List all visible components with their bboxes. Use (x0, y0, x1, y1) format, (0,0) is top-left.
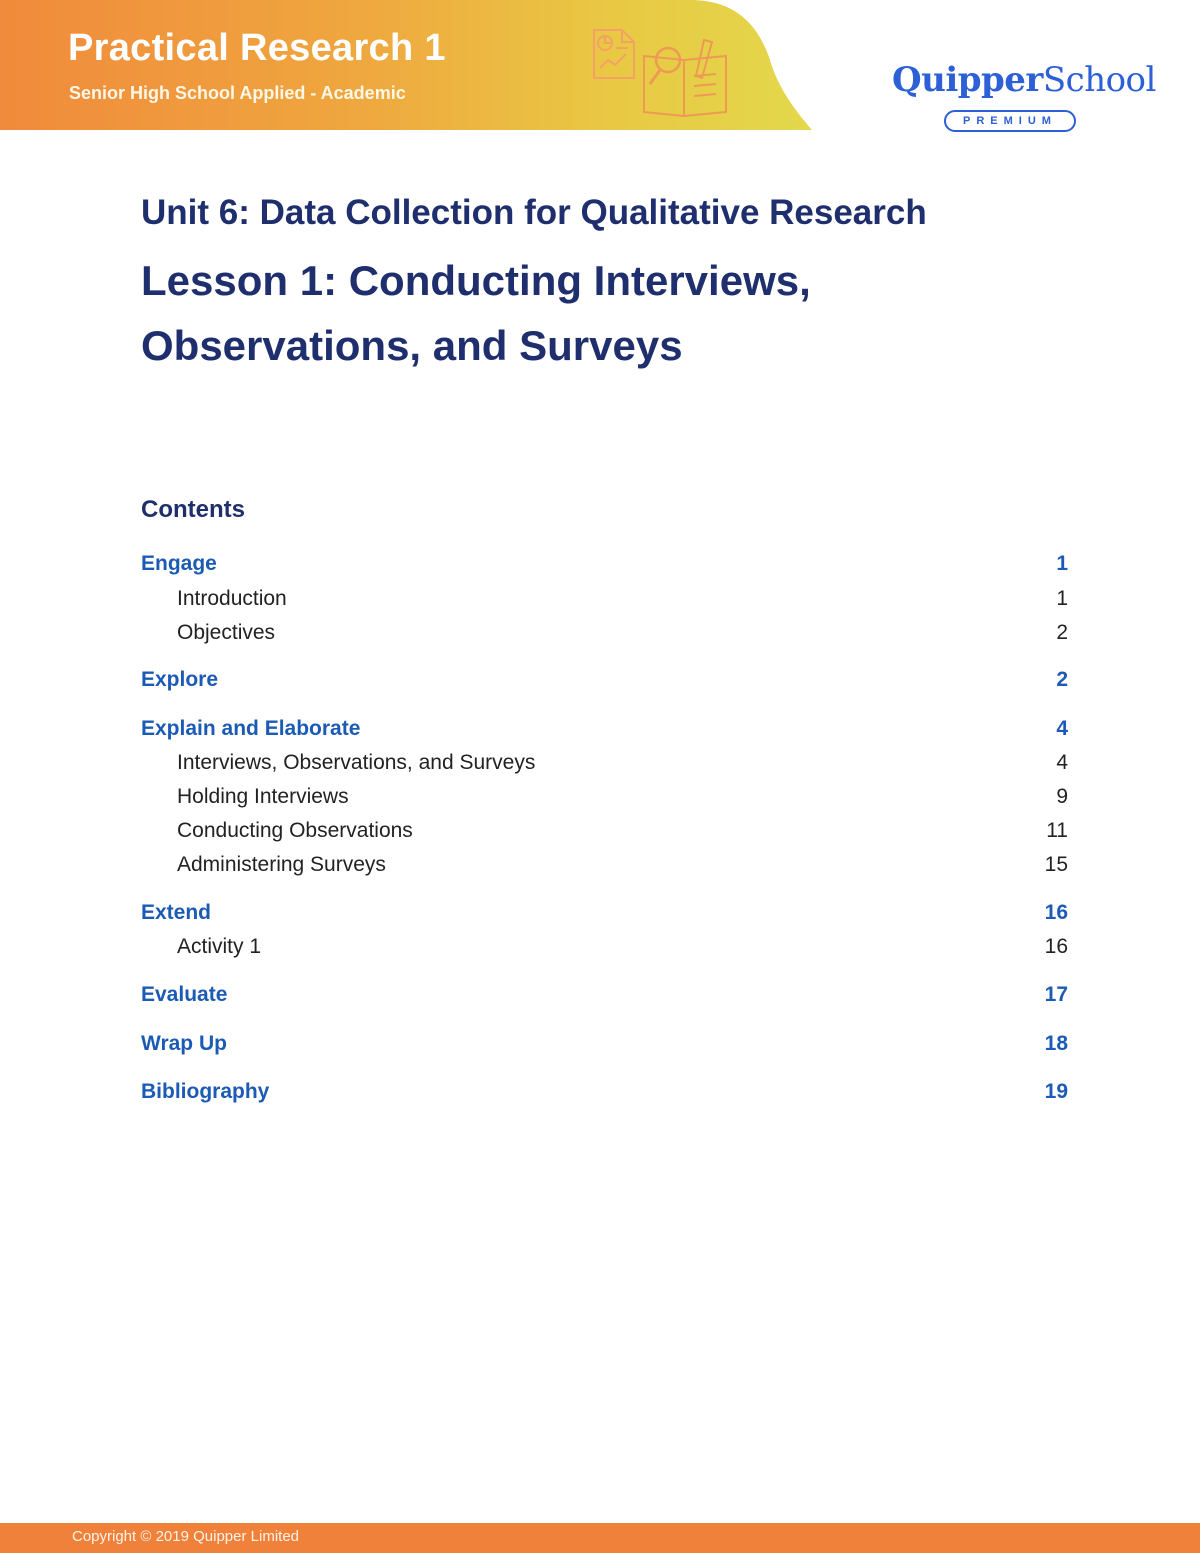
footer-bar (0, 1523, 1200, 1553)
toc-entry-page: 4 (1056, 751, 1068, 774)
unit-title: Unit 6: Data Collection for Qualitative Research (141, 193, 927, 232)
toc-entry-page: 2 (1056, 621, 1068, 644)
contents-heading: Contents (141, 496, 245, 523)
toc-entry-label: Explain and Elaborate (141, 717, 361, 740)
toc-entry-page: 15 (1044, 853, 1068, 876)
logo-wordmark (892, 60, 1156, 100)
toc-entry-administering-surveys[interactable] (141, 853, 1068, 883)
lesson-title: Lesson 1: Conducting Interviews, Observations, and Surveys (141, 257, 811, 369)
toc-entry-extend[interactable] (141, 901, 1068, 931)
copyright-text: Copyright © 2019 Quipper Limited (72, 1528, 300, 1545)
toc-entry-wrap-up[interactable] (141, 1032, 1068, 1062)
toc-entry-page: 2 (1056, 668, 1068, 691)
toc-entry-explore[interactable] (141, 668, 1068, 698)
toc-entry-engage[interactable] (141, 552, 1068, 582)
toc-entry-label: Objectives (177, 621, 276, 644)
logo-brand-regular: School (1042, 60, 1156, 100)
toc-entry-page: 16 (1044, 901, 1068, 924)
toc-entry-label: Administering Surveys (177, 853, 386, 876)
course-subtitle: Senior High School Applied - Academic (69, 83, 406, 103)
toc-entry-page: 4 (1056, 717, 1068, 740)
premium-badge: PREMIUM (944, 110, 1076, 132)
quipper-school-logo (892, 60, 1156, 135)
toc-entry-objectives[interactable] (141, 621, 1068, 651)
toc-entry-page: 1 (1056, 587, 1068, 610)
toc-entry-page: 1 (1056, 552, 1068, 575)
toc-entry-label: Introduction (177, 587, 287, 610)
toc-entry-activity-1[interactable] (141, 935, 1068, 965)
toc-entry-page: 16 (1044, 935, 1068, 958)
toc-entry-label: Conducting Observations (177, 819, 413, 842)
toc-entry-label: Holding Interviews (177, 785, 349, 808)
toc-entry-page: 11 (1046, 819, 1068, 842)
toc-entry-label: Interviews, Observations, and Surveys (177, 751, 536, 774)
toc-entry-page: 9 (1056, 785, 1068, 808)
toc-entry-label: Wrap Up (141, 1032, 227, 1055)
book-magnifier-icon (640, 38, 732, 120)
toc-entry-label: Extend (141, 901, 212, 924)
toc-entry-introduction[interactable] (141, 587, 1068, 617)
toc-entry-bibliography[interactable] (141, 1080, 1068, 1110)
toc-entry-page: 17 (1044, 983, 1068, 1006)
toc-entry-label: Activity 1 (177, 935, 262, 958)
toc-entry-label: Bibliography (141, 1080, 270, 1103)
toc-entry-explain-and-elaborate[interactable] (141, 717, 1068, 747)
toc-entry-label: Evaluate (141, 983, 228, 1006)
toc-entry-page: 19 (1044, 1080, 1068, 1103)
toc-entry-holding-interviews[interactable] (141, 785, 1068, 815)
toc-entry-label: Explore (141, 668, 219, 691)
toc-entry-interviews-observations-surveys[interactable] (141, 751, 1068, 781)
toc-entry-page: 18 (1044, 1032, 1068, 1055)
toc-entry-label: Engage (141, 552, 217, 575)
course-title: Practical Research 1 (68, 27, 446, 69)
toc-entry-conducting-observations[interactable] (141, 819, 1068, 849)
toc-entry-evaluate[interactable] (141, 983, 1068, 1013)
logo-brand-bold: Quipper (892, 60, 1043, 100)
chart-document-icon (588, 26, 640, 82)
